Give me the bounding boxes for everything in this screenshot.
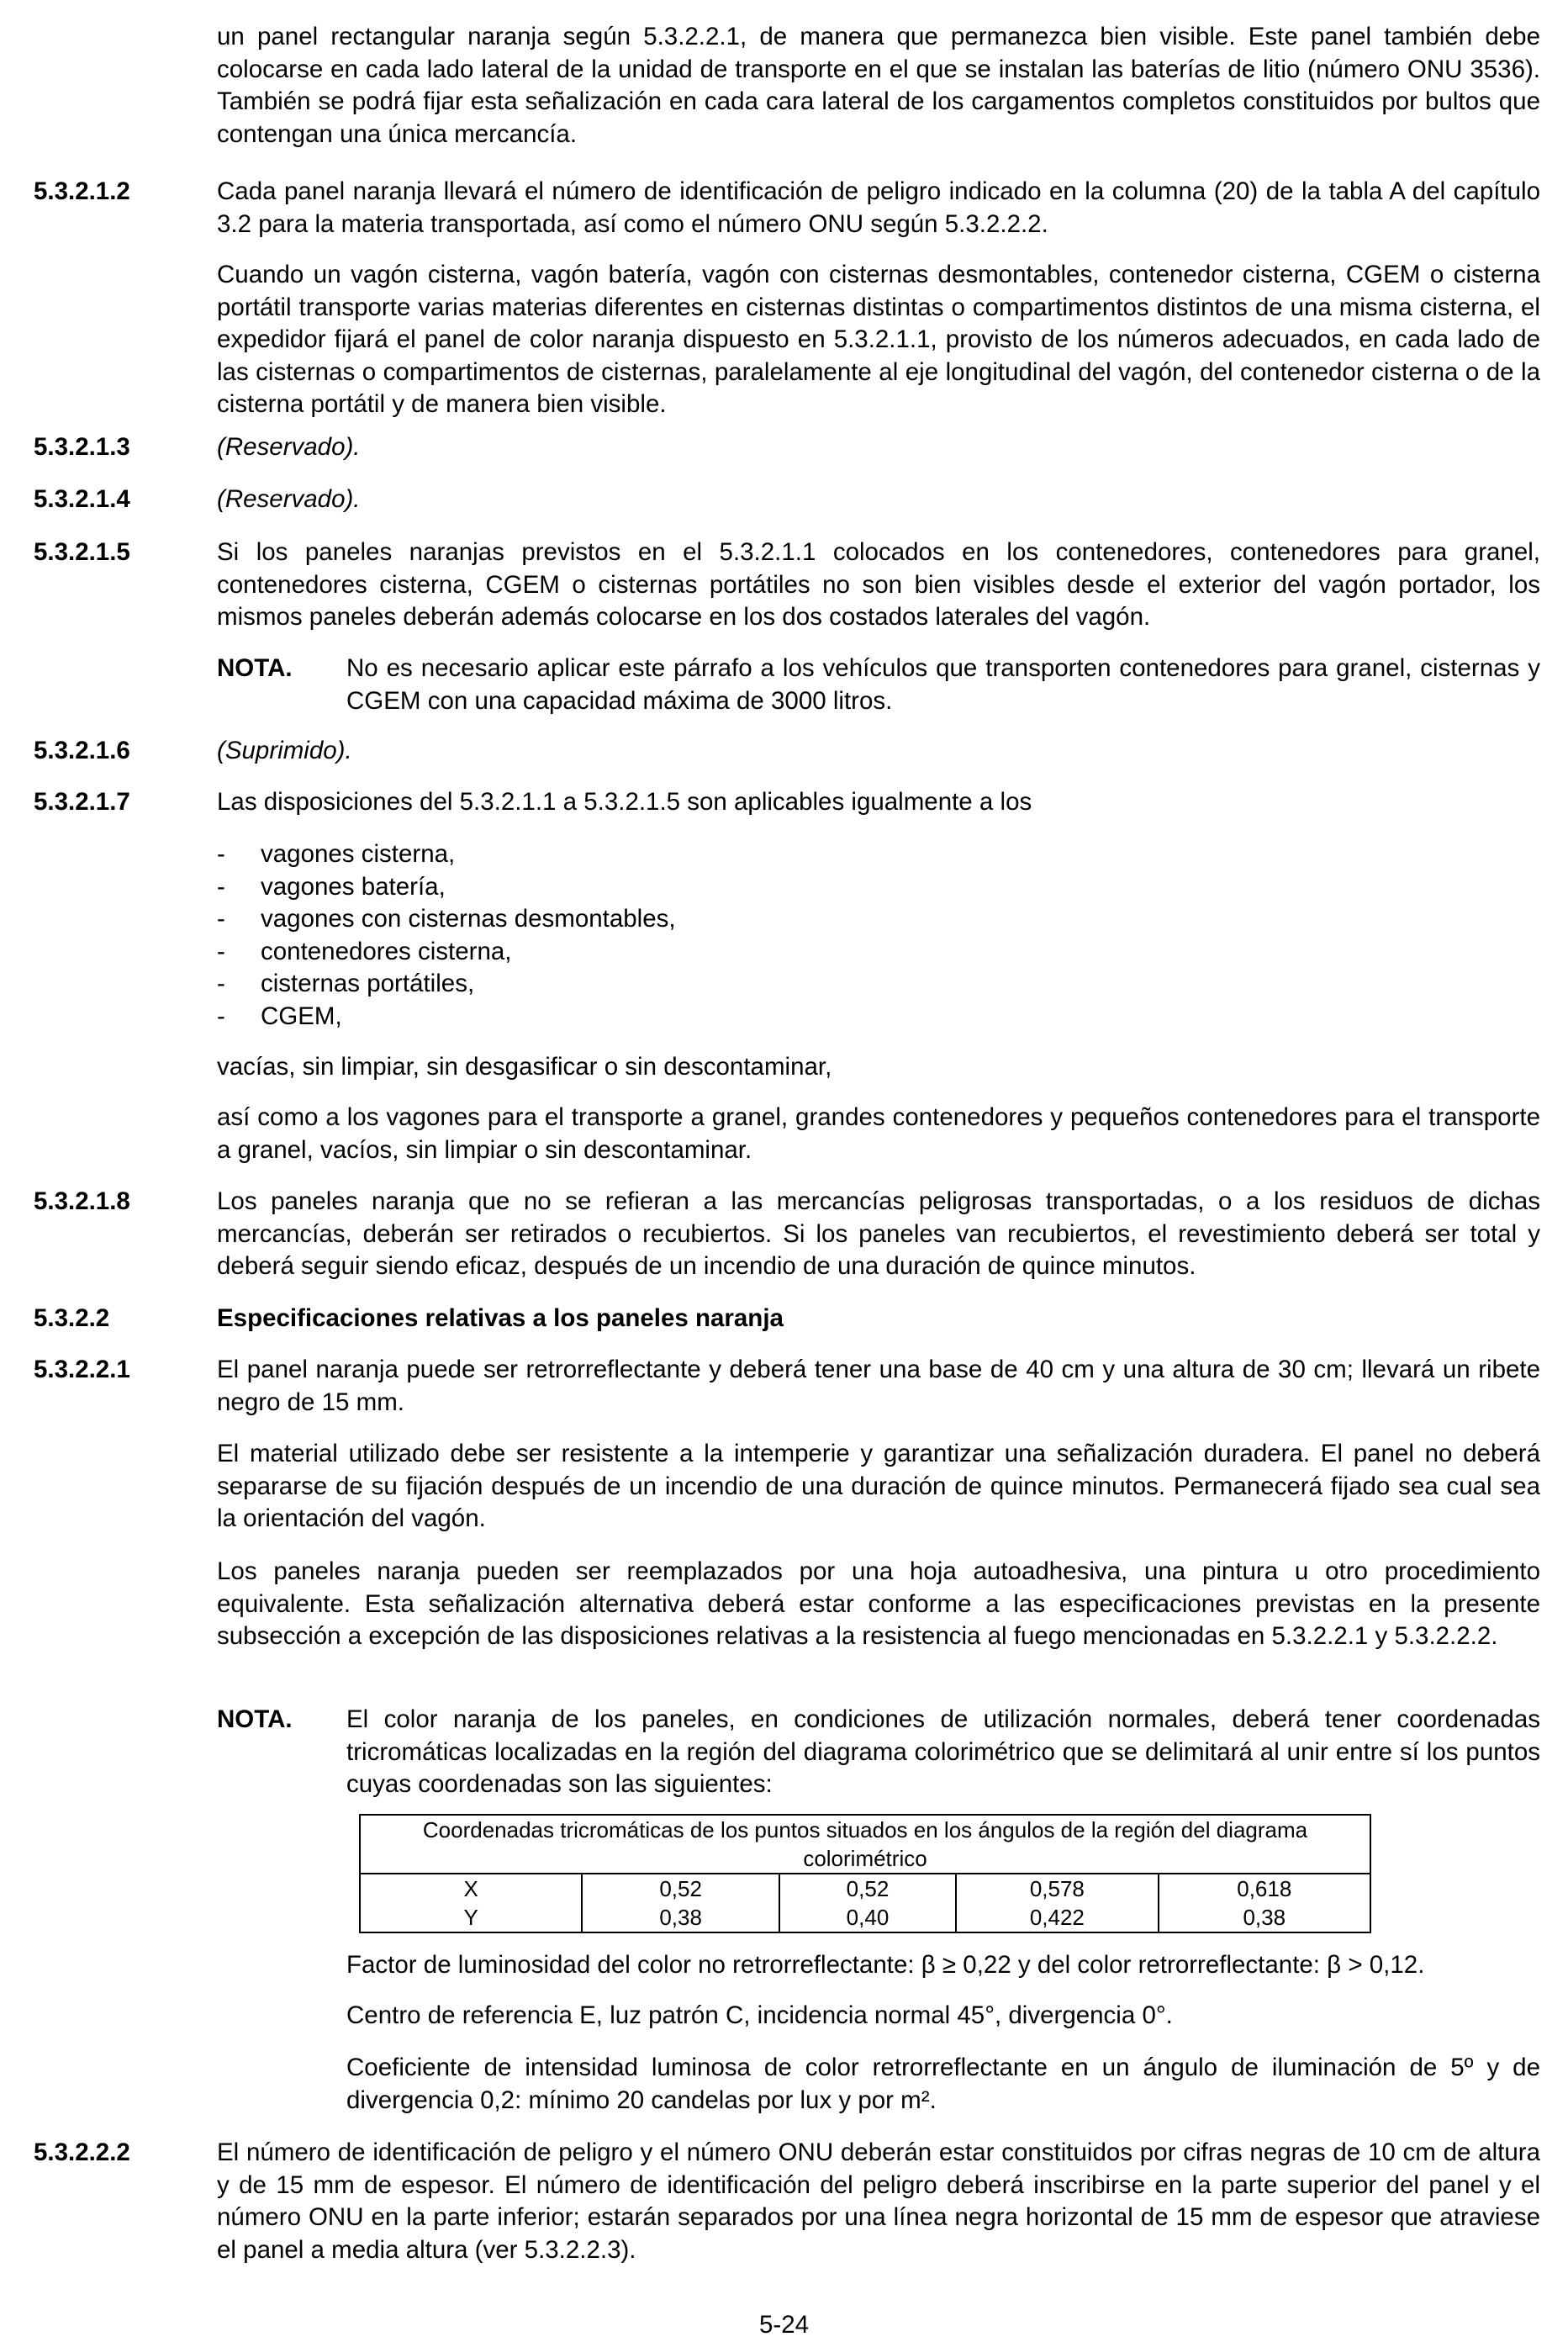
- nota-label: NOTA.: [217, 654, 293, 682]
- nota-text: El color naranja de los paneles, en condiciones de utilización normales, deberá tener coordenadas tricromáticas localizadas en la región del diagrama colorimétrico que se delimitará al unir entre sí los puntos cuyas coordenadas son las siguientes:: [346, 1705, 1540, 1798]
- list-item-text: contenedores cisterna,: [261, 937, 512, 965]
- section-number: 5.3.2.1.8: [34, 1187, 130, 1215]
- section-number: 5.3.2.1.3: [34, 433, 130, 461]
- section-number: 5.3.2.1.2: [34, 177, 130, 205]
- list-item: [217, 903, 1310, 936]
- table-row: [360, 1874, 1370, 1903]
- section-5-3-2-1-6-text: (Suprimido).: [217, 737, 352, 764]
- paragraph-text: Los paneles naranja que no se refieran a las mercancías peligrosas transportadas, o a los residuos de dichas mercancías, deberán ser retirados o recubiertos. Si los paneles van recubiertos, el revestimiento deberá ser total y deberá seguir siendo eficaz, después de un incendio de una duración de quince minutos.: [217, 1187, 1540, 1280]
- table-header: Coordenadas tricromáticas de los puntos situados en los ángulos de la región del diagrama colorimétrico: [360, 1815, 1370, 1874]
- list-item: [217, 968, 1310, 1001]
- paragraph-text: Si los paneles naranjas previstos en el 5.3.2.1.1 colocados en los contenedores, contenedores para granel, contenedores cisterna, CGEM o cisternas portátiles no son bien visibles desde el exterior del vagón portador, los mismos paneles deberán además colocarse en los dos costados laterales del vagón.: [217, 538, 1540, 631]
- table-cell: 0,38: [1159, 1903, 1370, 1932]
- paragraph-text: El material utilizado debe ser resistente a la intemperie y garantizar una señalización duradera. El panel no deberá separarse de su fijación después de un incendio de una duración de quince minutos. Permanecerá fijado sea cual sea la orientación del vagón.: [217, 1440, 1540, 1532]
- section-5-3-2-1-7-text: Las disposiciones del 5.3.2.1.1 a 5.3.2.1.5 son aplicables igualmente a los: [217, 788, 1032, 816]
- list-item-text: vagones batería,: [261, 872, 446, 901]
- list-item: [217, 936, 1310, 969]
- table-cell: X: [360, 1874, 582, 1903]
- list-bullet: -: [217, 1002, 225, 1030]
- list-bullet: -: [217, 970, 225, 997]
- paragraph-text: Los paneles naranja pueden ser reemplazados por una hoja autoadhesiva, una pintura u otro procedimiento equivalente. Esta señalización alternativa deberá estar conforme a las especificaciones previstas en la presente subsección a excepción de las disposiciones relativas a la resistencia al fuego mencionadas en 5.3.2.2.1 y 5.3.2.2.2.: [217, 1557, 1540, 1650]
- luminosity-text: Factor de luminosidad del color no retrorreflectante: β ≥ 0,22 y del color retrorreflectante: β > 0,12.: [346, 1951, 1425, 1979]
- list-item-text: vagones cisterna,: [261, 840, 456, 868]
- table-header-row: [360, 1815, 1370, 1874]
- section-5-3-2-2-2-text: [217, 2137, 1540, 2266]
- table-cell: 0,618: [1159, 1874, 1370, 1903]
- table-row: [360, 1903, 1370, 1932]
- table-cell: Y: [360, 1903, 582, 1932]
- list-bullet: -: [217, 872, 225, 901]
- section-5-3-2-2-1-p2: [217, 1438, 1540, 1536]
- nota-label: NOTA.: [217, 1705, 293, 1733]
- paragraph-text: así como a los vagones para el transporte a granel, grandes contenedores y pequeños contenedores para el transporte a granel, vacíos, sin limpiar o sin descontaminar.: [217, 1103, 1540, 1164]
- section-number: 5.3.2.1.6: [34, 737, 130, 764]
- paragraph-text: El panel naranja puede ser retrorreflectante y deberá tener una base de 40 cm y una altura de 30 cm; llevará un ribete negro de 15 mm.: [217, 1356, 1540, 1416]
- list-item-text: cisternas portátiles,: [261, 970, 475, 997]
- nota-text: No es necesario aplicar este párrafo a los vehículos que transporten contenedores para granel, cisternas y CGEM con una capacidad máxima de 3000 litros.: [346, 654, 1540, 715]
- section-5-3-2-1-2-p2: [217, 259, 1540, 421]
- table-cell: 0,38: [582, 1903, 779, 1932]
- section-5-3-2-1-7-after2: [217, 1102, 1540, 1166]
- list-item: [217, 1001, 1310, 1034]
- paragraph-text: El número de identificación de peligro y el número ONU deberán estar constituidos por cifras negras de 10 cm de altura y de 15 mm de espesor. El número de identificación del peligro deberá inscribirse en la parte superior del panel y el número ONU en la parte inferior; estarán separados por una línea negra horizontal de 15 mm de espesor que atraviese el panel a media altura (ver 5.3.2.2.3).: [217, 2138, 1540, 2264]
- chromaticity-table: [359, 1814, 1371, 1933]
- reference-text: Centro de referencia E, luz patrón C, incidencia normal 45°, divergencia 0°.: [346, 2001, 1173, 2029]
- paragraph-text: Cada panel naranja llevará el número de identificación de peligro indicado en la columna (20) de la tabla A del capítulo 3.2 para la materia transportada, así como el número ONU según 5.3.2.2.2.: [217, 177, 1540, 238]
- intro-paragraph: [217, 21, 1540, 151]
- section-5-3-2-1-4-text: (Reservado).: [217, 485, 361, 513]
- paragraph-text: un panel rectangular naranja según 5.3.2.2.1, de manera que permanezca bien visible. Este panel también debe colocarse en cada lado lateral de la unidad de transporte en el que se instalan las baterías de litio (número ONU 3536). También se podrá fijar esta señalización en cada cara lateral de los cargamentos completos constituidos por bultos que contengan una única mercancía.: [217, 23, 1540, 148]
- section-number: 5.3.2.2.1: [34, 1356, 130, 1383]
- section-number: 5.3.2.1.7: [34, 788, 130, 816]
- section-5-3-2-2-1-p3: [217, 1556, 1540, 1653]
- section-5-3-2-2-1-p1: [217, 1354, 1540, 1419]
- list-item: [217, 838, 1310, 871]
- section-number: 5.3.2.1.4: [34, 485, 130, 513]
- paragraph-text: Cuando un vagón cisterna, vagón batería, vagón con cisternas desmontables, contenedor cisterna, CGEM o cisterna portátil transporte varias materias diferentes en cisternas distintas o compartimentos distintos de una misma cisterna, el expedidor fijará el panel de color naranja dispuesto en 5.3.2.1.1, provisto de los números adecuados, en cada lado de las cisternas o compartimentos de cisternas, paralelamente al eje longitudinal del vagón, del contenedor cisterna o de la cisterna portátil y de manera bien visible.: [217, 261, 1540, 418]
- section-5-3-2-1-2-p1: [217, 176, 1540, 241]
- section-number: 5.3.2.2.2: [34, 2138, 130, 2166]
- page-number: 5-24: [758, 2311, 810, 2339]
- table-cell: 0,52: [779, 1874, 956, 1903]
- vehicle-list: [217, 838, 1310, 1033]
- list-bullet: -: [217, 905, 225, 933]
- section-heading: Especificaciones relativas a los paneles naranja: [217, 1304, 784, 1332]
- list-item: [217, 871, 1310, 904]
- coefficient-text: Coeficiente de intensidad luminosa de color retrorreflectante en un ángulo de iluminación de 5º y de divergencia 0,2: mínimo 20 candelas por lux y por m².: [346, 2054, 1540, 2114]
- section-number: 5.3.2.1.5: [34, 538, 130, 566]
- table-cell: 0,40: [779, 1903, 956, 1932]
- section-5-3-2-1-3-text: (Reservado).: [217, 433, 361, 461]
- table-cell: 0,422: [956, 1903, 1158, 1932]
- list-item-text: CGEM,: [261, 1002, 342, 1030]
- list-bullet: -: [217, 937, 225, 965]
- table-cell: 0,578: [956, 1874, 1158, 1903]
- section-5-3-2-1-8-text: [217, 1186, 1540, 1283]
- section-5-3-2-1-5-text: [217, 537, 1540, 634]
- section-5-3-2-1-7-after1: vacías, sin limpiar, sin desgasificar o sin descontaminar,: [217, 1053, 832, 1081]
- section-number: 5.3.2.2: [34, 1304, 110, 1332]
- table-cell: 0,52: [582, 1874, 779, 1903]
- list-item-text: vagones con cisternas desmontables,: [261, 905, 676, 933]
- list-bullet: -: [217, 840, 225, 868]
